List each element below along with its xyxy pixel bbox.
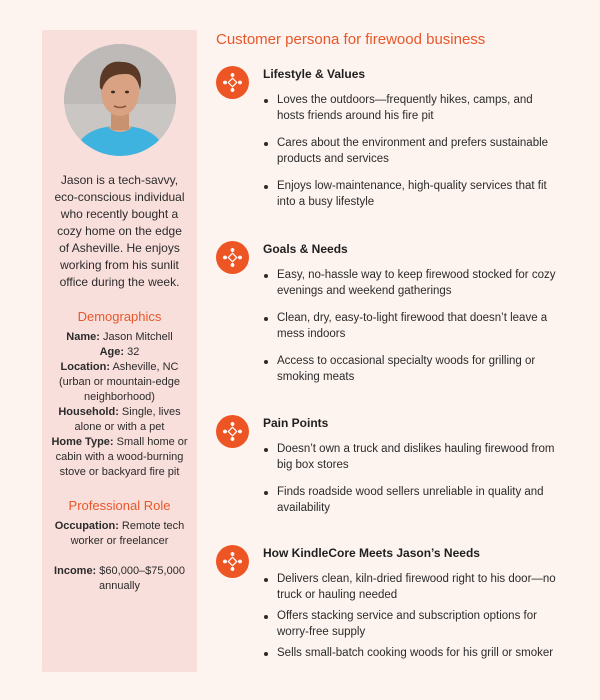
section-title: Goals & Needs	[263, 242, 348, 256]
occupation-label: Occupation:	[54, 520, 119, 532]
location-value: Asheville, NC (urban or mountain-edge neighborhood)	[58, 361, 181, 403]
demographics-heading: Demographics	[77, 309, 162, 324]
list-item: Clean, dry, easy-to-light firewood that doesn’t leave a mess indoors	[263, 310, 563, 342]
age-value: 32	[127, 346, 140, 358]
occupation-value: Remote tech worker or freelancer	[70, 520, 185, 547]
flourish-icon	[216, 415, 249, 448]
household-value: Single, lives alone or with a pet	[74, 406, 181, 433]
list-item: Delivers clean, kiln-dried firewood right to his door—no truck or hauling needed	[263, 571, 563, 603]
avatar	[64, 44, 176, 156]
name-label: Name:	[66, 331, 100, 343]
page-title: Customer persona for firewood business	[216, 31, 486, 48]
flourish-icon	[216, 66, 249, 99]
home-type-value: Small home or cabin with a wood-burning stove or backyard fire pit	[55, 436, 188, 478]
list-item: Loves the outdoors—frequently hikes, camps, and hosts friends around his fire pit	[263, 92, 563, 124]
list-item: Access to occasional specialty woods for grilling or smoking meats	[263, 353, 563, 385]
household-label: Household:	[58, 406, 119, 418]
persona-bio: Jason is a tech-savvy, eco-conscious individual who recently bought a cozy home on the edge of Asheville. He enjoys working from his sunlit office during the week.	[54, 173, 185, 289]
home-type-field	[51, 435, 188, 480]
location-label: Location:	[60, 361, 110, 373]
list-item: Offers stacking service and subscription options for worry-free supply	[263, 608, 563, 640]
bullet-list	[263, 571, 563, 666]
person-photo-icon	[64, 44, 176, 156]
list-item: Enjoys low-maintenance, high-quality services that fit into a busy lifestyle	[263, 178, 563, 210]
list-item: Finds roadside wood sellers unreliable in quality and availability	[263, 484, 563, 516]
age-field	[51, 345, 188, 360]
list-item: Cares about the environment and prefers sustainable products and services	[263, 135, 563, 167]
section-title: Lifestyle & Values	[263, 67, 366, 81]
list-item: Easy, no-hassle way to keep firewood stocked for cozy evenings and weekend gatherings	[263, 267, 563, 299]
bullet-list	[263, 267, 563, 396]
section-title: How KindleCore Meets Jason’s Needs	[263, 546, 480, 560]
name-value: Jason Mitchell	[102, 331, 173, 343]
occupation-field	[51, 519, 188, 549]
flourish-icon	[216, 241, 249, 274]
income-field	[51, 564, 188, 594]
income-label: Income:	[54, 565, 97, 577]
home-type-label: Home Type:	[51, 436, 114, 448]
section-title: Pain Points	[263, 416, 329, 430]
income-value: $60,000–$75,000 annually	[99, 565, 185, 592]
name-field	[51, 330, 188, 345]
bullet-list	[263, 441, 563, 527]
profile-sidebar	[42, 30, 197, 672]
list-item: Doesn’t own a truck and dislikes hauling firewood from big box stores	[263, 441, 563, 473]
professional-role-heading: Professional Role	[68, 498, 171, 513]
location-field	[51, 360, 188, 405]
household-field	[51, 405, 188, 435]
list-item: Sells small-batch cooking woods for his grill or smoker	[263, 645, 563, 661]
flourish-icon	[216, 545, 249, 578]
bullet-list	[263, 92, 563, 221]
age-label: Age:	[99, 346, 125, 358]
